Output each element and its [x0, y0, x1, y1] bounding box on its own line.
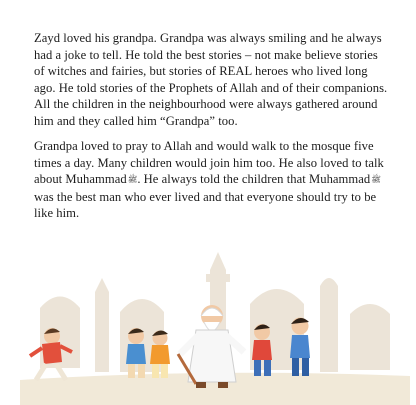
- grandpa-walking-with-children-illustration: [0, 230, 416, 405]
- story-paragraph-2-part-3: was the best man who ever lived and that everyone should try to be like him.: [34, 189, 377, 220]
- story-paragraph-2-part-2: . He always told the children that Muhammad: [137, 172, 371, 186]
- story-paragraph-2-part-1: Grandpa loved to pray to Allah and would walk to the mosque five times a day. Many children would join him too. He also loved to talk about Muhammad: [34, 139, 384, 186]
- pbuh-symbol: ﷺ: [371, 175, 381, 184]
- story-paragraph-1: Zayd loved his grandpa. Grandpa was always smiling and he always had a joke to tell. He told the best stories – not make believe stories of witches and fairies, but stories of REAL heroes who lived long ago. He told stories of the Prophets of Allah and of their companions. All the children in the neighbourhood were always gathered around him and they called him “Grandpa” too.: [34, 31, 388, 128]
- story-paragraph-2: [34, 138, 390, 222]
- story-text: [34, 30, 390, 231]
- pbuh-symbol: ﷺ: [127, 175, 138, 184]
